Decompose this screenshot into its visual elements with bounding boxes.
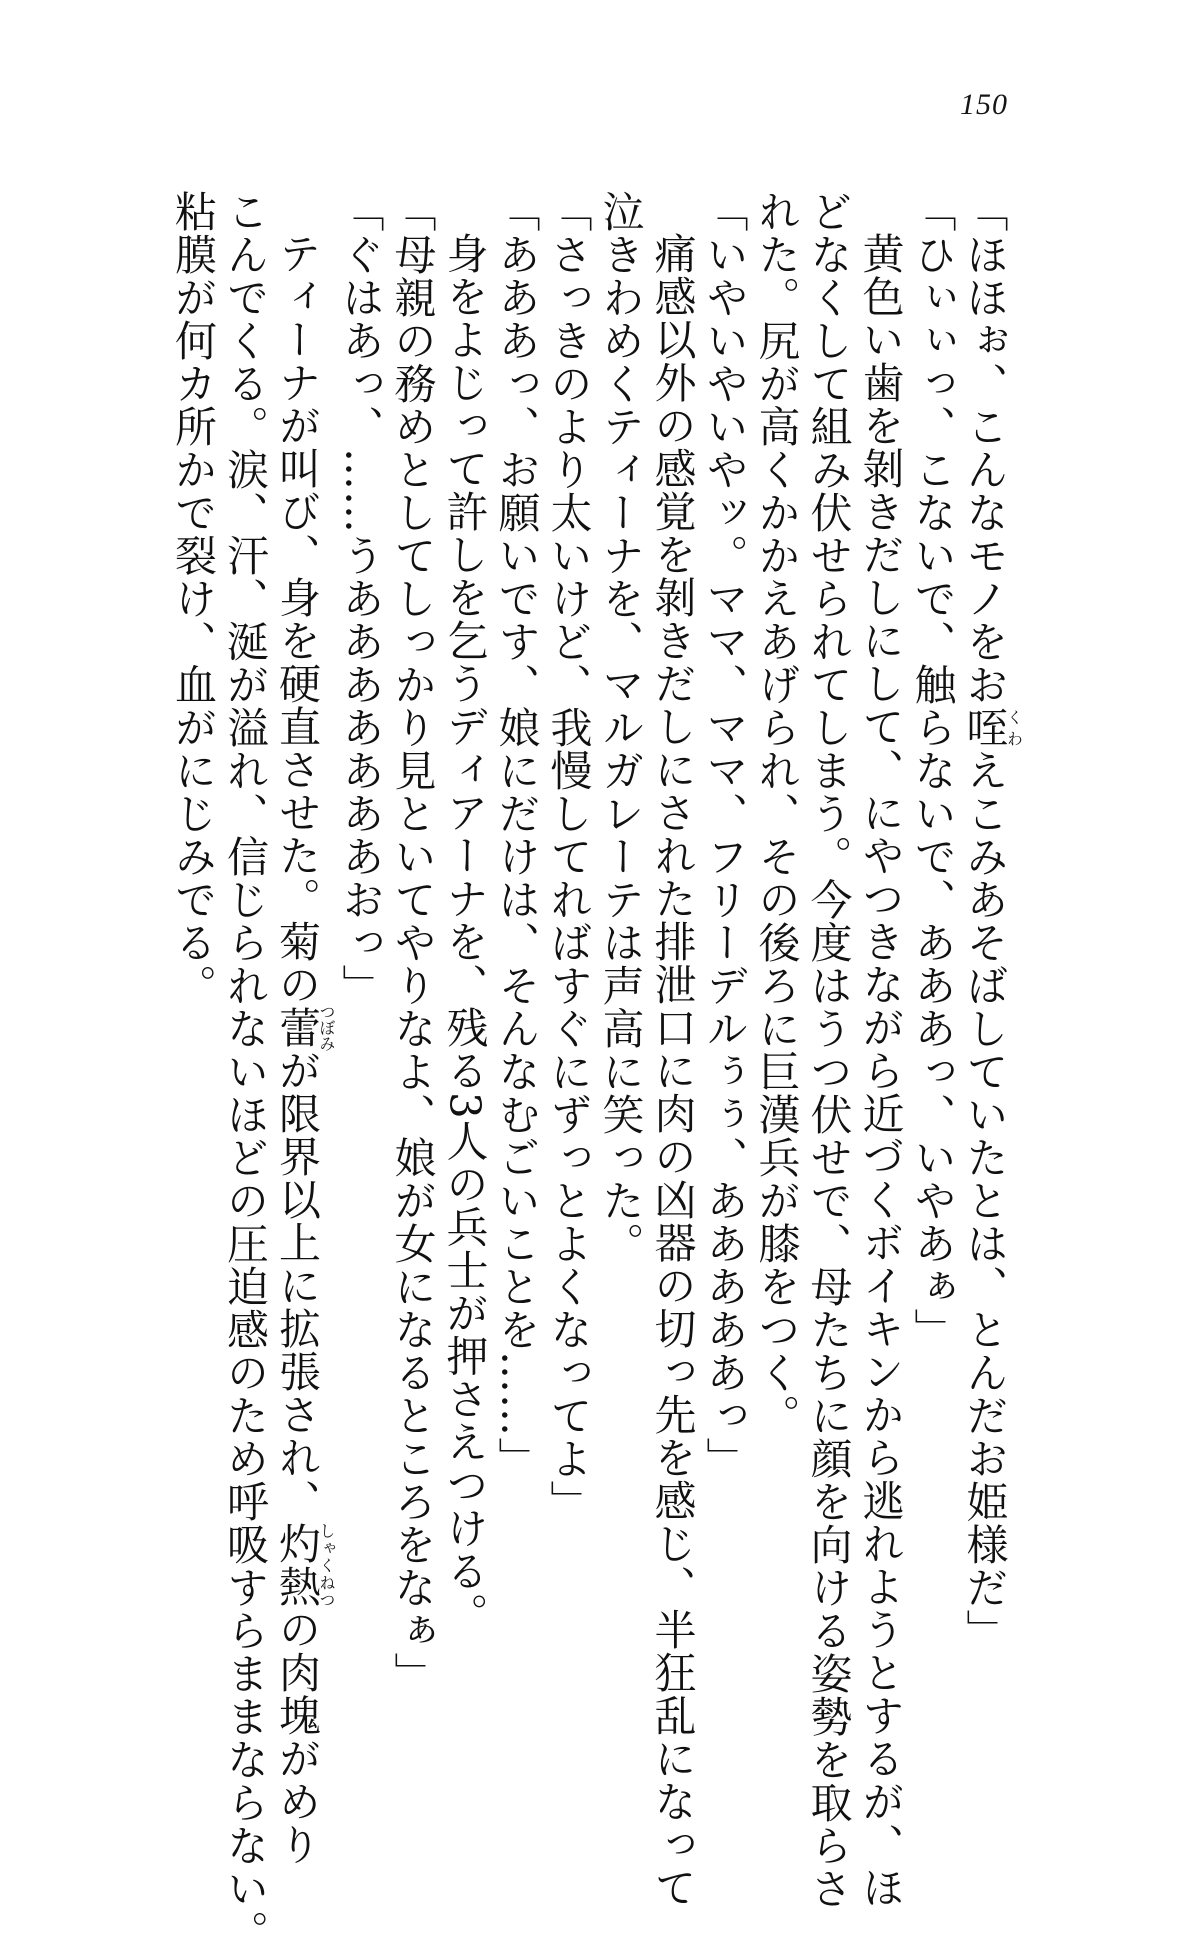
text-line bbox=[439, 190, 491, 1636]
text-segment: 「母親の務めとしてしっかり見といてやりなよ、娘が女になるところをなぁ」 bbox=[388, 190, 438, 1695]
text-line bbox=[803, 190, 855, 1910]
text-line bbox=[167, 190, 219, 1610]
text-line bbox=[491, 190, 543, 1610]
text-line bbox=[271, 190, 336, 1866]
text-segment: が限界以上に拡張され、 bbox=[273, 1049, 322, 1522]
text-line bbox=[595, 190, 647, 1610]
text-segment: 「あああっ、お願いです、娘にだけは、そんなむごいことを……」 bbox=[492, 190, 542, 1480]
page-number: 150 bbox=[960, 88, 1008, 121]
text-line bbox=[335, 190, 387, 1610]
text-segment: 身をよじって許しを乞うディアーナを、残る3人の兵士が押さえつける。 bbox=[440, 232, 490, 1636]
text-line bbox=[855, 190, 907, 1909]
text-segment: 粘膜が何カ所かで裂け、血がにじみでる。 bbox=[169, 190, 218, 1007]
text-segment: どなくして組み伏せられてしまう。今度はうつ伏せで、母たちに顔を向ける姿勢を取らさ bbox=[804, 190, 854, 1910]
text-segment: 「ひぃぃっ、こないで、触らないで、あああっ、いやあぁ」 bbox=[908, 190, 958, 1351]
ruby-annotation bbox=[960, 706, 1024, 749]
vertical-text-body bbox=[167, 190, 1024, 1953]
text-line bbox=[387, 190, 439, 1695]
text-line bbox=[219, 190, 271, 1953]
ruby-base: 灼熱 bbox=[273, 1522, 322, 1608]
ruby-annotation bbox=[273, 1003, 336, 1052]
text-line bbox=[543, 190, 595, 1610]
ruby-reading: しゃくねつ bbox=[317, 1522, 336, 1608]
text-line bbox=[647, 190, 699, 1909]
text-segment: えこみあそばしていたとは、とんだお姫様だ」 bbox=[960, 749, 1010, 1652]
ruby-reading: くわ bbox=[1004, 706, 1024, 749]
text-segment: 「ぐはあっ、……うあああああああおっ」 bbox=[336, 190, 386, 1007]
text-segment: 黄色い歯を剝きだしにして、にやつきながら近づくボイキンから逃れようとするが、ほ bbox=[856, 232, 906, 1909]
text-line bbox=[907, 190, 959, 1610]
text-segment: 「ほほぉ、こんなモノをお bbox=[960, 190, 1010, 706]
text-segment: 泣きわめくティーナを、マルガレーテは声高に笑った。 bbox=[596, 190, 646, 1265]
text-line bbox=[959, 190, 1024, 1652]
ruby-base: 蕾 bbox=[273, 1003, 322, 1052]
text-line bbox=[699, 190, 751, 1610]
ruby-reading: つぼみ bbox=[317, 1003, 336, 1052]
text-segment: 「いやいやいやッ。ママ、ママ、フリーデルぅぅ、あああああっ」 bbox=[700, 190, 750, 1480]
text-segment: の肉塊がめり bbox=[273, 1608, 322, 1866]
ruby-base: 咥 bbox=[960, 706, 1010, 749]
ruby-annotation bbox=[273, 1522, 336, 1608]
text-segment: こんでくる。涙、汗、涎が溢れ、信じられないほどの圧迫感のため呼吸すらままならない。 bbox=[221, 190, 270, 1953]
text-line bbox=[751, 190, 803, 1610]
text-segment: ティーナが叫び、身を硬直させた。菊の bbox=[273, 232, 322, 1006]
text-segment: 痛感以外の感覚を剝きだしにされた排泄口に肉の凶器の切っ先を感じ、半狂乱になって bbox=[648, 232, 698, 1909]
text-segment: れた。尻が高くかかえあげられ、その後ろに巨漢兵が膝をつく。 bbox=[752, 190, 802, 1437]
text-segment: 「さっきのより太いけど、我慢してればすぐにずっとよくなってよ」 bbox=[544, 190, 594, 1523]
